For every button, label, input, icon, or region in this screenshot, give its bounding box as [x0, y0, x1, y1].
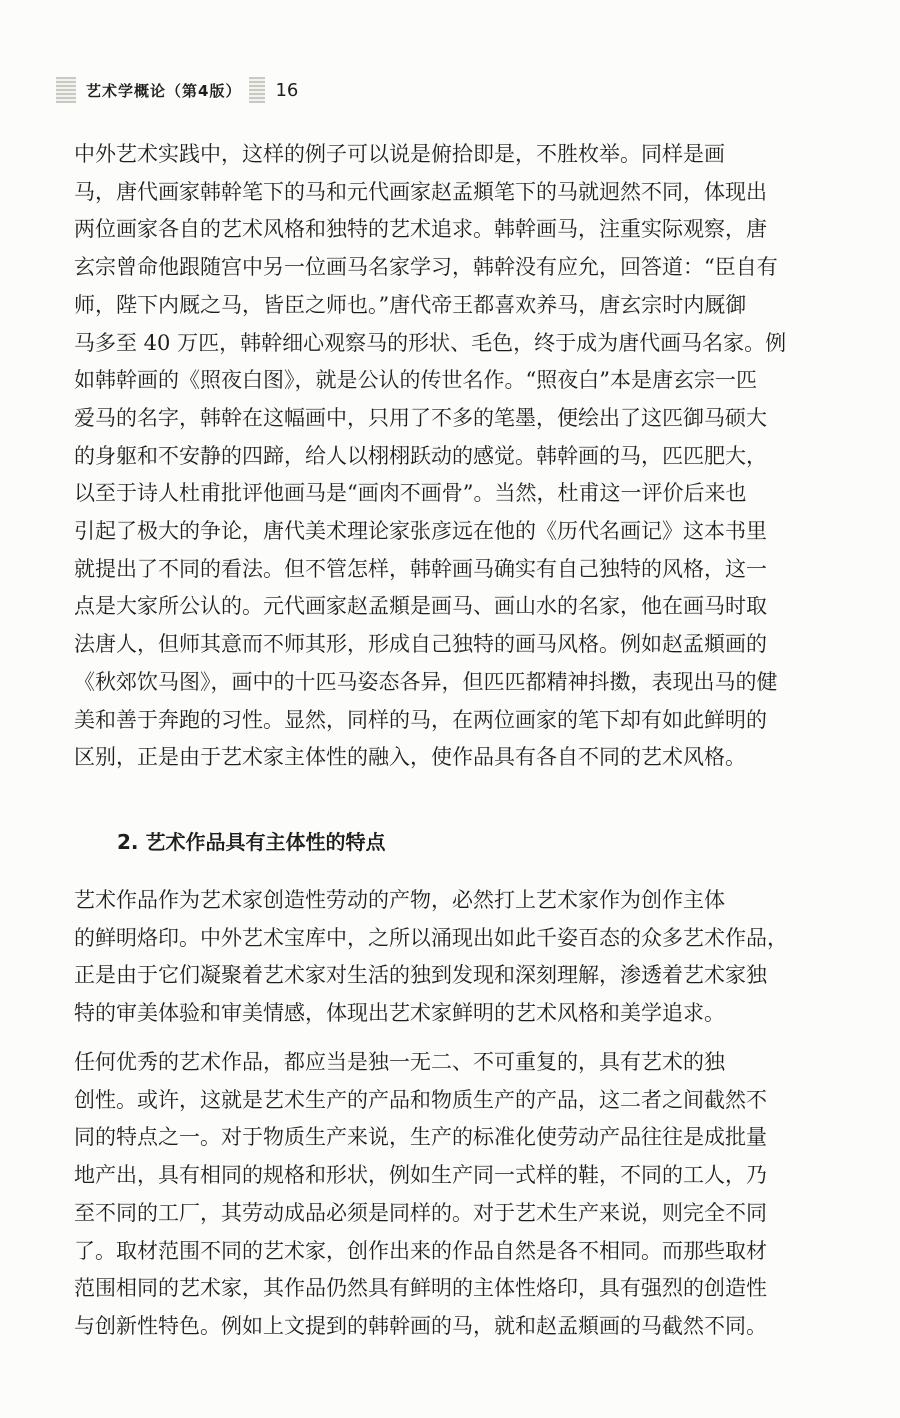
paragraph-horse-painting-comparison: 中外艺术实践中，这样的例子可以说是俯拾即是，不胜枚举。同样是画 马，唐代画家韩幹笔下的马和元代画家赵孟頫笔下的马就迥然不同，体现出 两位画家各自的艺术风格和独特的艺术追求。韩幹画马，注重实际观察，唐 玄宗曾命他跟随宫中另一位画马名家学习，韩幹没有应允，回答道：“臣自有 师，陛下内厩之马，皆臣之师也。”唐代帝王都喜欢养马，唐玄宗时内厩御 马多至 40 万匹，韩幹细心观察马的形状、毛色，终于成为唐代画马名家。例 如韩幹画的《照夜白图》，就是公认的传世名作。“照夜白”本是唐玄宗一匹 爱马的名字，韩幹在这幅画中，只用了不多的笔墨，便绘出了这匹御马硕大 的身躯和不安静的四蹄，给人以栩栩跃动的感觉。韩幹画的马，匹匹肥大， 以至于诗人杜甫批评他画马是“画肉不画骨”。当然，杜甫这一评价后来也 引起了极大的争论，唐代美术理论家张彦远在他的《历代名画记》这本书里 就提出了不同的看法。但不管怎样，韩幹画马确实有自己独特的风格，这一 点是大家所公认的。元代画家赵孟頫是画马、画山水的名家，他在画马时取 法唐人，但师其意而不师其形，形成自己独特的画马风格。例如赵孟頫画的 《秋郊饮马图》，画中的十匹马姿态各异，但匹匹都精神抖擞，表现出马的健 美和善于奔跑的习性。显然，同样的马，在两位画家的笔下却有如此鲜明的 区别，正是由于艺术家主体性的融入，使作品具有各自不同的艺术风格。 [74, 142, 787, 770]
section-heading: 2. 艺术作品具有主体性的特点 [117, 830, 386, 854]
paragraph-artist-imprint: 艺术作品作为艺术家创造性劳动的产物，必然打上艺术家作为创作主体 的鲜明烙印。中外艺术宝库中，之所以涌现出如此千姿百态的众多艺术作品， 正是由于它们凝聚着艺术家对生活的独到发现和深刻理解，渗透着艺术家独 特的审美体验和审美情感，体现出艺术家鲜明的艺术风格和美学追求。 [74, 888, 788, 1026]
running-head [56, 76, 298, 104]
book-title: 艺术学概论（第4版） [86, 81, 242, 100]
header-ornament-right [249, 77, 265, 103]
header-ornament-left [56, 77, 76, 103]
paragraph-originality: 任何优秀的艺术作品，都应当是独一无二、不可重复的，具有艺术的独 创性。或许，这就是艺术生产的产品和物质生产的产品，这二者之间截然不 同的特点之一。对于物质生产来说，生产的标准化使劳动产品往往是成批量 地产出，具有相同的规格和形状，例如生产同一式样的鞋，不同的工人，乃 至不同的工厂，其劳动成品必须是同样的。对于艺术生产来说，则完全不同 了。取材范围不同的艺术家，创作出来的作品自然是各不相同。而那些取材 范围相同的艺术家，其作品仍然具有鲜明的主体性烙印，具有强烈的创造性 与创新性特色。例如上文提到的韩幹画的马，就和赵孟頫画的马截然不同。 [74, 1050, 767, 1338]
page-number: 16 [275, 79, 299, 101]
